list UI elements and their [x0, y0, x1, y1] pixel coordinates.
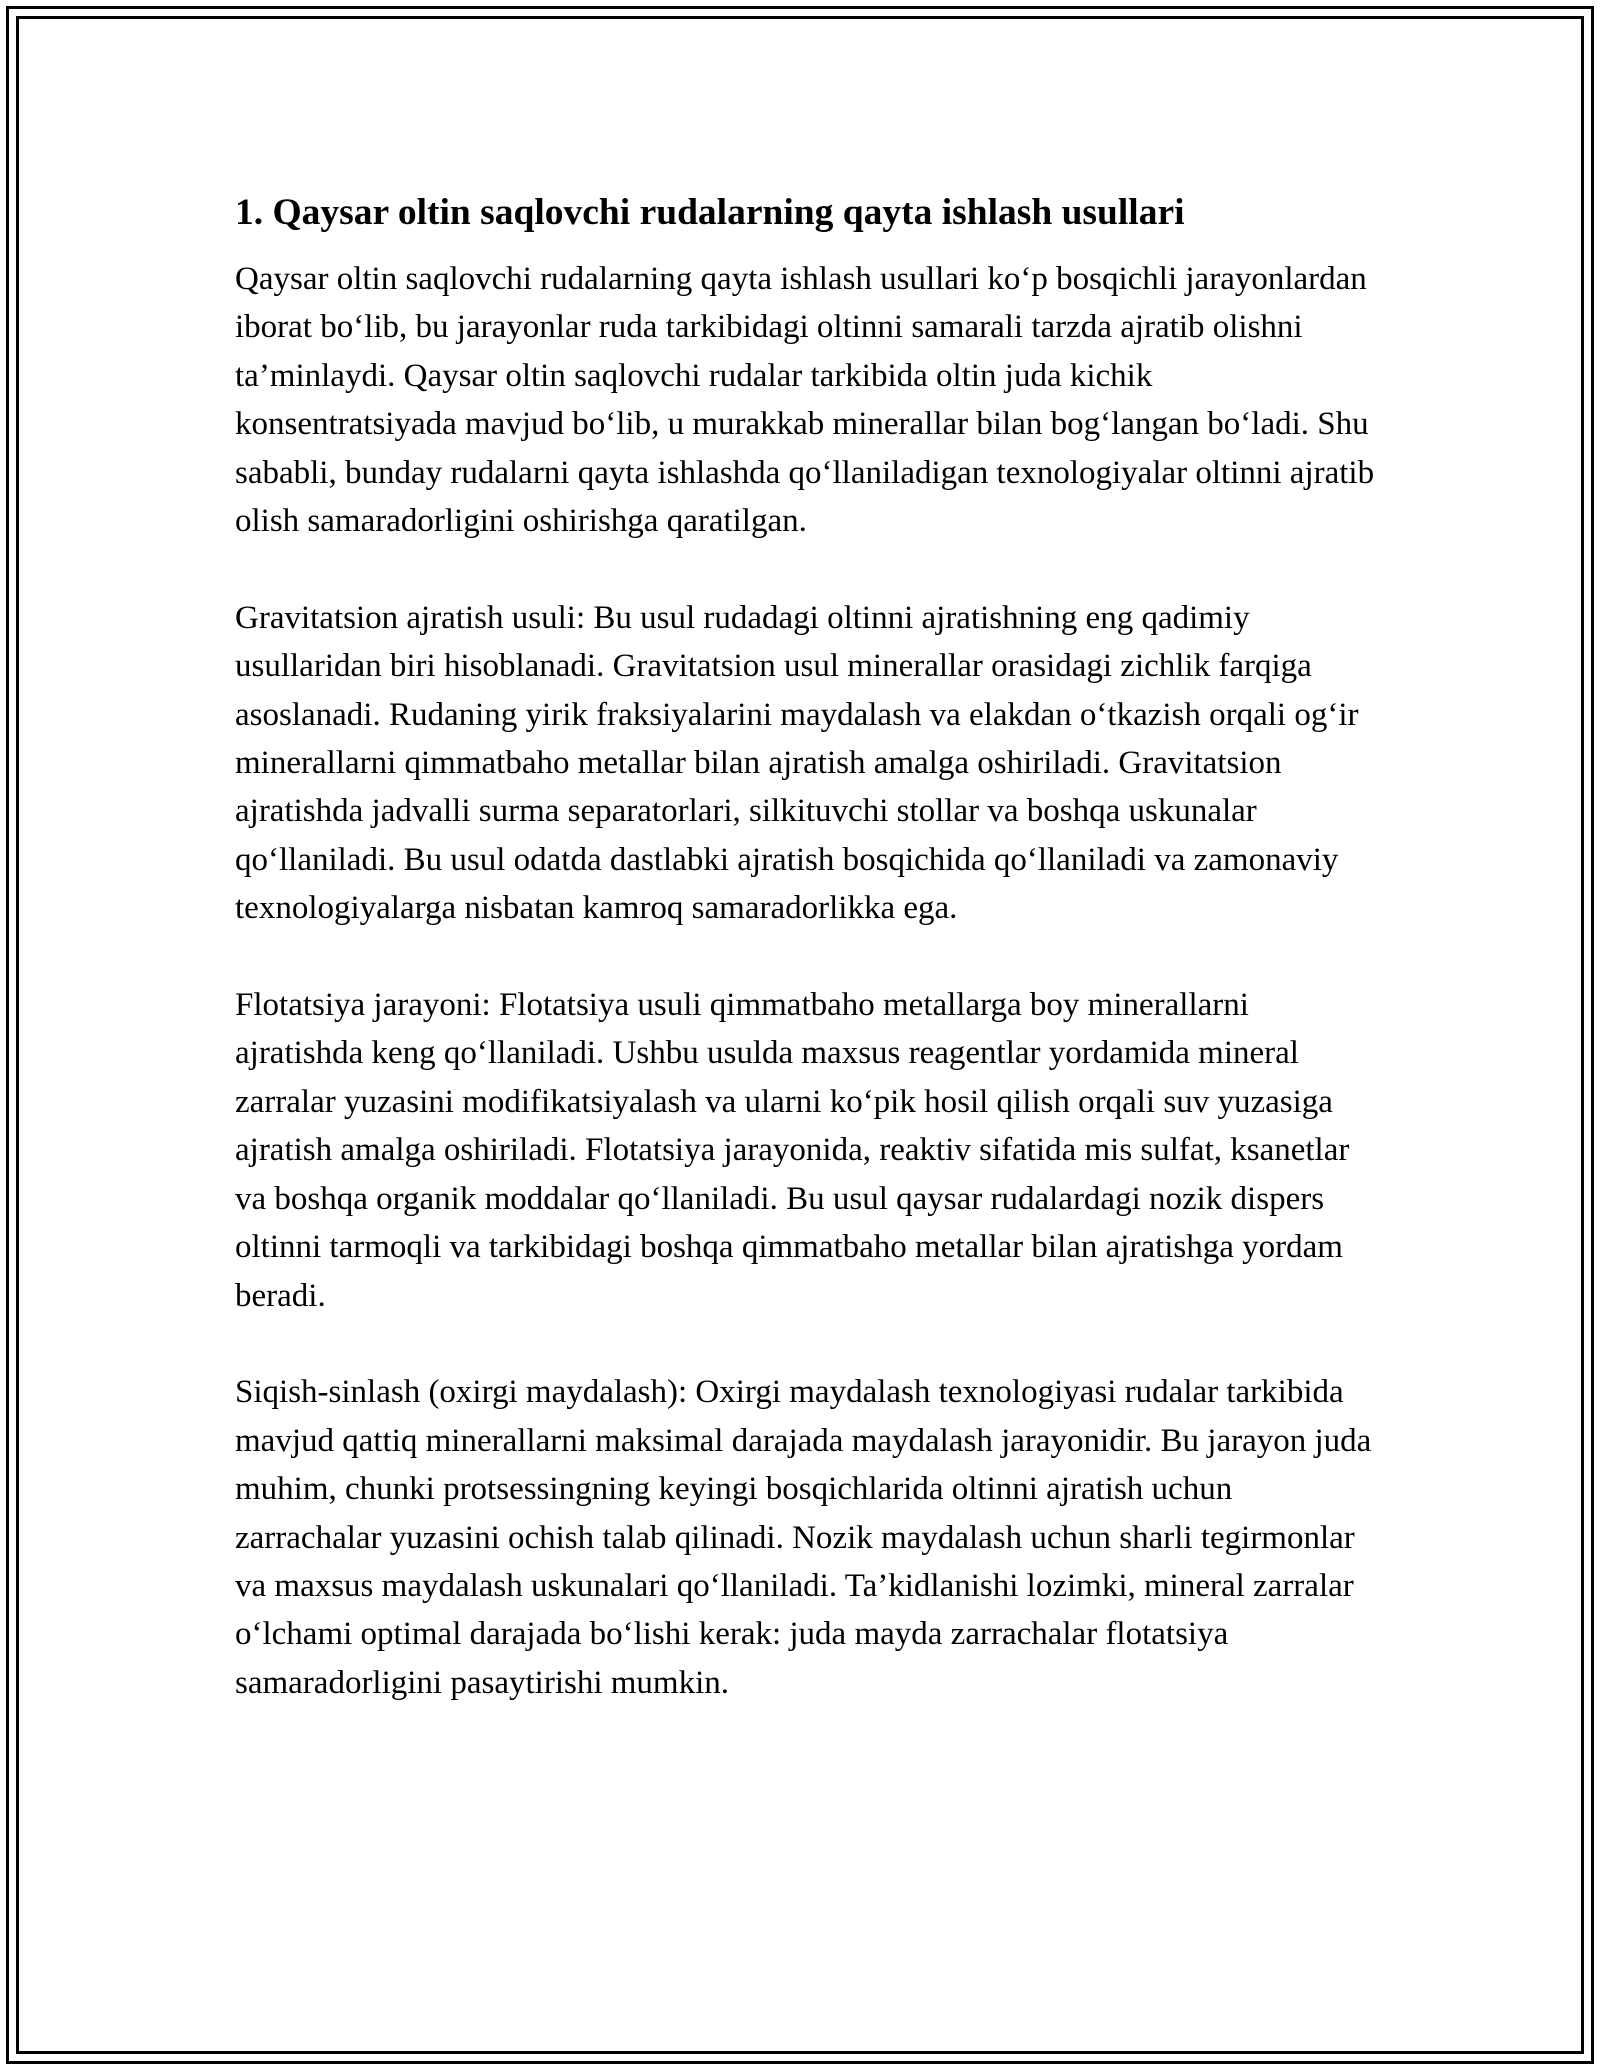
paragraph-flotation: Flotatsiya jarayoni: Flotatsiya usuli qimmatbaho metallarga boy minerallarni ajratishda keng qo‘llaniladi. Ushbu usulda maxsus reagentlar yordamida mineral zarralar yuzasini modifikatsiyalash va ularni ko‘pik hosil qilish orqali suv yuzasiga ajratish amalga oshiriladi. Flotatsiya jarayonida, reaktiv sifatida mis sulfat, ksanetlar va boshqa organik moddalar qo‘llaniladi. Bu usul qaysar rudalardagi nozik dispers oltinni tarmoqli va tarkibidagi boshqa qimmatbaho metallar bilan ajratishga yordam beradi.	[235, 987, 1350, 1314]
paragraph-gravitational-separation: Gravitatsion ajratish usuli: Bu usul rudadagi oltinni ajratishning eng qadimiy usullaridan biri hisoblanadi. Gravitatsion usul minerallar orasidagi zichlik farqiga asoslanadi. Rudaning yirik fraksiyalarini maydalash va elakdan o‘tkazish orqali og‘ir minerallarni qimmatbaho metallar bilan ajratish amalga oshiriladi. Gravitatsion ajratishda jadvalli surma separatorlari, silkituvchi stollar va boshqa uskunalar qo‘llaniladi. Bu usul odatda dastlabki ajratish bosqichida qo‘llaniladi va zamonaviy texnologiyalarga nisbatan kamroq samaradorlikka ega.	[235, 599, 1359, 927]
document-title: 1. Qaysar oltin saqlovchi rudalarning qayta ishlash usullari	[235, 192, 1185, 233]
document-body	[235, 185, 1375, 1707]
paragraph-intro: Qaysar oltin saqlovchi rudalarning qayta ishlash usullari ko‘p bosqichli jarayonlardan iborat bo‘lib, bu jarayonlar ruda tarkibidagi oltinni samarali tarzda ajratib olishni ta’minlaydi. Qaysar oltin saqlovchi rudalar tarkibida oltin juda kichik konsentratsiyada mavjud bo‘lib, u murakkab minerallar bilan bog‘langan bo‘ladi. Shu sababli, bunday rudalarni qayta ishlashda qo‘llaniladigan texnologiyalar oltinni ajratib olish samaradorligini oshirishga qaratilgan.	[235, 261, 1375, 540]
paragraph-fine-grinding: Siqish-sinlash (oxirgi maydalash): Oxirgi maydalash texnologiyasi rudalar tarkibida mavjud qattiq minerallarni maksimal darajada maydalash jarayonidir. Bu jarayon juda muhim, chunki protsessingning keyingi bosqichlarida oltinni ajratish uchun zarrachalar yuzasini ochish talab qilinadi. Nozik maydalash uchun sharli tegirmonlar va maxsus maydalash uskunalari qo‘llaniladi. Ta’kidlanishi lozimki, mineral zarralar o‘lchami optimal darajada bo‘lishi kerak: juda mayda zarrachalar flotatsiya samaradorligini pasaytirishi mumkin.	[235, 1374, 1372, 1701]
